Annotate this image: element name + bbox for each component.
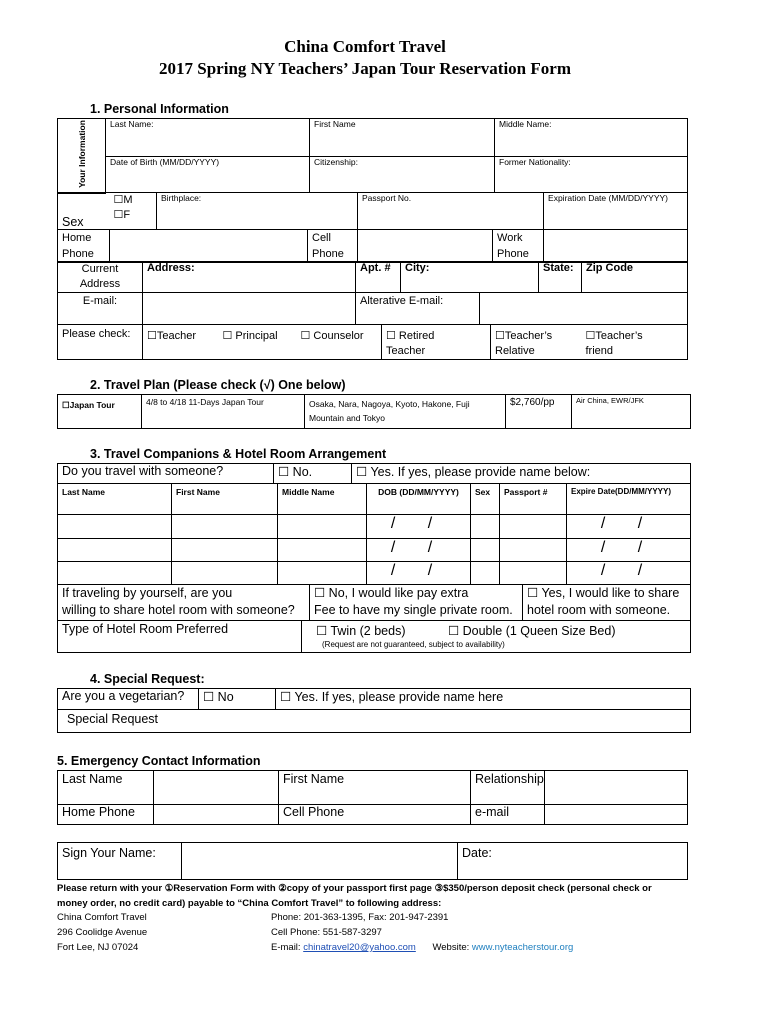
- first-name-field[interactable]: First Name: [310, 119, 495, 157]
- ec-email-label: e-mail: [471, 805, 545, 825]
- room-type-options: [302, 621, 691, 653]
- companion-expire[interactable]: / /: [567, 562, 691, 585]
- please-check-label: Please check:: [58, 325, 143, 360]
- citizenship-field[interactable]: Citizenship:: [310, 157, 495, 193]
- website-label: Website:: [432, 942, 472, 953]
- cell-phone-field[interactable]: [358, 230, 493, 263]
- alt-email-field[interactable]: [480, 293, 688, 325]
- teachers-friend-checkbox[interactable]: ☐Teacher’s friend: [582, 325, 688, 360]
- japan-tour-checkbox[interactable]: ☐Japan Tour: [58, 395, 142, 429]
- sign-name-label: Sign Your Name:: [58, 843, 182, 880]
- companion-dob[interactable]: / /: [367, 515, 471, 539]
- cell-phone-label: Cell Phone: [308, 230, 358, 263]
- travel-with-no-checkbox[interactable]: ☐ No.: [274, 464, 352, 484]
- email-field[interactable]: [143, 293, 356, 325]
- tour-airline: Air China, EWR/JFK: [572, 395, 691, 429]
- work-phone-field[interactable]: [544, 230, 688, 263]
- companions-header-row: [58, 484, 691, 515]
- ec-first-name-field[interactable]: First Name: [279, 771, 471, 805]
- sex-checkboxes[interactable]: [110, 193, 157, 230]
- work-phone-label: Work Phone: [493, 230, 544, 263]
- zip-field[interactable]: Zip Code: [582, 262, 688, 293]
- sex-m-checkbox[interactable]: ☐M: [113, 194, 133, 206]
- email-link[interactable]: chinatravel20@yahoo.com: [303, 942, 416, 953]
- email-table: [57, 292, 688, 325]
- companion-passport[interactable]: [500, 562, 567, 585]
- ec-cell-phone-field[interactable]: Cell Phone: [279, 805, 471, 825]
- section-3-heading: 3. Travel Companions & Hotel Room Arrangement: [90, 447, 387, 461]
- companion-sex[interactable]: [471, 562, 500, 585]
- emergency-contact-table: [57, 770, 688, 825]
- companion-passport[interactable]: [500, 515, 567, 539]
- share-room-yes-checkbox[interactable]: ☐ Yes, I would like to share hotel room with someone.: [523, 585, 691, 621]
- companions-table: [57, 483, 691, 585]
- tour-price: $2,760/pp: [506, 395, 572, 429]
- companion-expire[interactable]: / /: [567, 515, 691, 539]
- date-label: Date:: [458, 843, 518, 880]
- share-room-no-checkbox[interactable]: ☐ No, I would like pay extra Fee to have my single private room.: [310, 585, 523, 621]
- companion-sex[interactable]: [471, 539, 500, 562]
- companion-dob[interactable]: / /: [367, 539, 471, 562]
- travel-with-question: Do you travel with someone?: [58, 464, 274, 484]
- birthplace-field[interactable]: Birthplace:: [157, 193, 358, 230]
- sex-f-checkbox[interactable]: ☐F: [113, 209, 131, 221]
- home-phone-field[interactable]: [110, 230, 308, 263]
- col-passport: Passport #: [500, 484, 567, 515]
- last-name-field[interactable]: Last Name:: [106, 119, 310, 157]
- expiration-field[interactable]: Expiration Date (MM/DD/YYYY): [544, 193, 688, 230]
- vegetarian-yes-checkbox[interactable]: ☐ Yes. If yes, please provide name here: [276, 689, 691, 710]
- companion-last-name[interactable]: [58, 515, 172, 539]
- street-address: 296 Coolidge Avenue: [57, 927, 148, 938]
- ec-home-phone-label: Home Phone: [58, 805, 154, 825]
- contact-details: [271, 910, 573, 955]
- special-request-table: [57, 688, 691, 733]
- title-company: China Comfort Travel: [284, 37, 446, 56]
- ec-home-phone-field[interactable]: [154, 805, 279, 825]
- city-state-zip: Fort Lee, NJ 07024: [57, 942, 139, 953]
- vegetarian-no-checkbox[interactable]: ☐ No: [199, 689, 276, 710]
- companion-last-name[interactable]: [58, 539, 172, 562]
- current-address-label: Current Address: [58, 262, 143, 293]
- retired-teacher-checkbox[interactable]: ☐ Retired Teacher: [382, 325, 491, 360]
- personal-info-table-a: [105, 118, 688, 193]
- travel-with-yes-checkbox[interactable]: ☐ Yes. If yes, please provide name below:: [352, 464, 691, 484]
- companion-row: [58, 515, 691, 539]
- dob-field[interactable]: Date of Birth (MM/DD/YYYY): [106, 157, 310, 193]
- signature-table: [57, 842, 688, 880]
- counselor-checkbox[interactable]: ☐ Counselor: [297, 325, 382, 360]
- email-label: E-mail:: [58, 293, 143, 325]
- former-nationality-field[interactable]: Former Nationality:: [495, 157, 688, 193]
- companion-dob[interactable]: / /: [367, 562, 471, 585]
- share-room-question: If traveling by yourself, are you willing to share hotel room with someone?: [58, 585, 310, 621]
- title-form: 2017 Spring NY Teachers’ Japan Tour Reservation Form: [159, 59, 571, 78]
- travel-with-table: [57, 463, 691, 484]
- principal-checkbox[interactable]: ☐ Principal: [219, 325, 297, 360]
- phone-fax: Phone: 201-363-1395, Fax: 201-947-2391: [271, 912, 449, 923]
- section-1-heading: 1. Personal Information: [90, 102, 229, 116]
- ec-last-name-label: Last Name: [58, 771, 154, 805]
- cell-phone: Cell Phone: 551-587-3297: [271, 927, 382, 938]
- middle-name-field[interactable]: Middle Name:: [495, 119, 688, 157]
- companion-first-name[interactable]: [172, 562, 278, 585]
- companion-expire[interactable]: / /: [567, 539, 691, 562]
- section-4-heading: 4. Special Request:: [90, 672, 205, 686]
- email-label-footer: E-mail:: [271, 942, 304, 953]
- companion-middle-name[interactable]: [278, 539, 367, 562]
- col-sex: Sex: [471, 484, 500, 515]
- col-first-name: First Name: [172, 484, 278, 515]
- apt-field[interactable]: Apt. #: [356, 262, 401, 293]
- occupation-table: [57, 324, 688, 360]
- tour-cities: Osaka, Nara, Nagoya, Kyoto, Hakone, Fuji Mountain and Tokyo: [305, 395, 506, 429]
- twin-beds-checkbox[interactable]: ☐ Twin (2 beds): [316, 624, 406, 638]
- col-last-name: Last Name: [58, 484, 172, 515]
- room-type-table: [57, 620, 691, 653]
- companion-first-name[interactable]: [172, 539, 278, 562]
- room-type-label: Type of Hotel Room Preferred: [58, 621, 302, 653]
- personal-info-table-b: [57, 192, 688, 263]
- passport-field[interactable]: Passport No.: [358, 193, 544, 230]
- col-expire-date: Expire Date(DD/MM/YYYY): [567, 484, 691, 515]
- teacher-checkbox[interactable]: ☐Teacher: [143, 325, 219, 360]
- website-link[interactable]: www.nyteacherstour.org: [471, 942, 574, 953]
- col-dob: DOB (DD/MM/YYYY): [367, 484, 471, 515]
- companion-first-name[interactable]: [172, 515, 278, 539]
- ec-relationship-label: Relationship: [471, 771, 545, 805]
- companion-sex[interactable]: [471, 515, 500, 539]
- ec-relationship-field[interactable]: [545, 771, 688, 805]
- special-request-field[interactable]: Special Request: [58, 710, 691, 733]
- sign-name-field[interactable]: [182, 843, 458, 880]
- your-information-label: Your Information: [57, 118, 106, 194]
- travel-plan-table: [57, 394, 691, 429]
- share-room-table: [57, 584, 691, 621]
- teachers-relative-checkbox[interactable]: ☐Teacher’s Relative: [491, 325, 582, 360]
- col-middle-name: Middle Name: [278, 484, 367, 515]
- mailing-address: [57, 910, 147, 955]
- date-field[interactable]: [518, 843, 688, 880]
- ec-email-field[interactable]: [545, 805, 688, 825]
- companion-passport[interactable]: [500, 539, 567, 562]
- vegetarian-question: Are you a vegetarian?: [58, 689, 199, 710]
- double-bed-checkbox[interactable]: ☐ Double (1 Queen Size Bed): [447, 624, 616, 638]
- address-table: [57, 261, 688, 293]
- city-field[interactable]: City:: [401, 262, 539, 293]
- room-request-note: (Request are not guaranteed, subject to availability): [322, 640, 505, 649]
- state-field[interactable]: State:: [539, 262, 582, 293]
- address-field[interactable]: Address:: [143, 262, 356, 293]
- section-2-heading: 2. Travel Plan (Please check (√) One below): [90, 378, 346, 392]
- companion-row: [58, 539, 691, 562]
- companion-last-name[interactable]: [58, 562, 172, 585]
- alt-email-label: Alterative E-mail:: [356, 293, 480, 325]
- sex-label: Sex: [58, 193, 110, 230]
- company-name: China Comfort Travel: [57, 912, 147, 923]
- companion-row: [58, 562, 691, 585]
- companion-middle-name[interactable]: [278, 562, 367, 585]
- home-phone-label: Home Phone: [58, 230, 110, 263]
- tour-dates: 4/8 to 4/18 11-Days Japan Tour: [142, 395, 305, 429]
- companion-middle-name[interactable]: [278, 515, 367, 539]
- section-5-heading: 5. Emergency Contact Information: [57, 754, 261, 768]
- ec-last-name-field[interactable]: [154, 771, 279, 805]
- return-instructions: Please return with your ①Reservation Form with ②copy of your passport first page ③$350/person deposit check (personal check or money order, no credit card) payable to “China Comfort Travel” to following address:: [57, 883, 652, 909]
